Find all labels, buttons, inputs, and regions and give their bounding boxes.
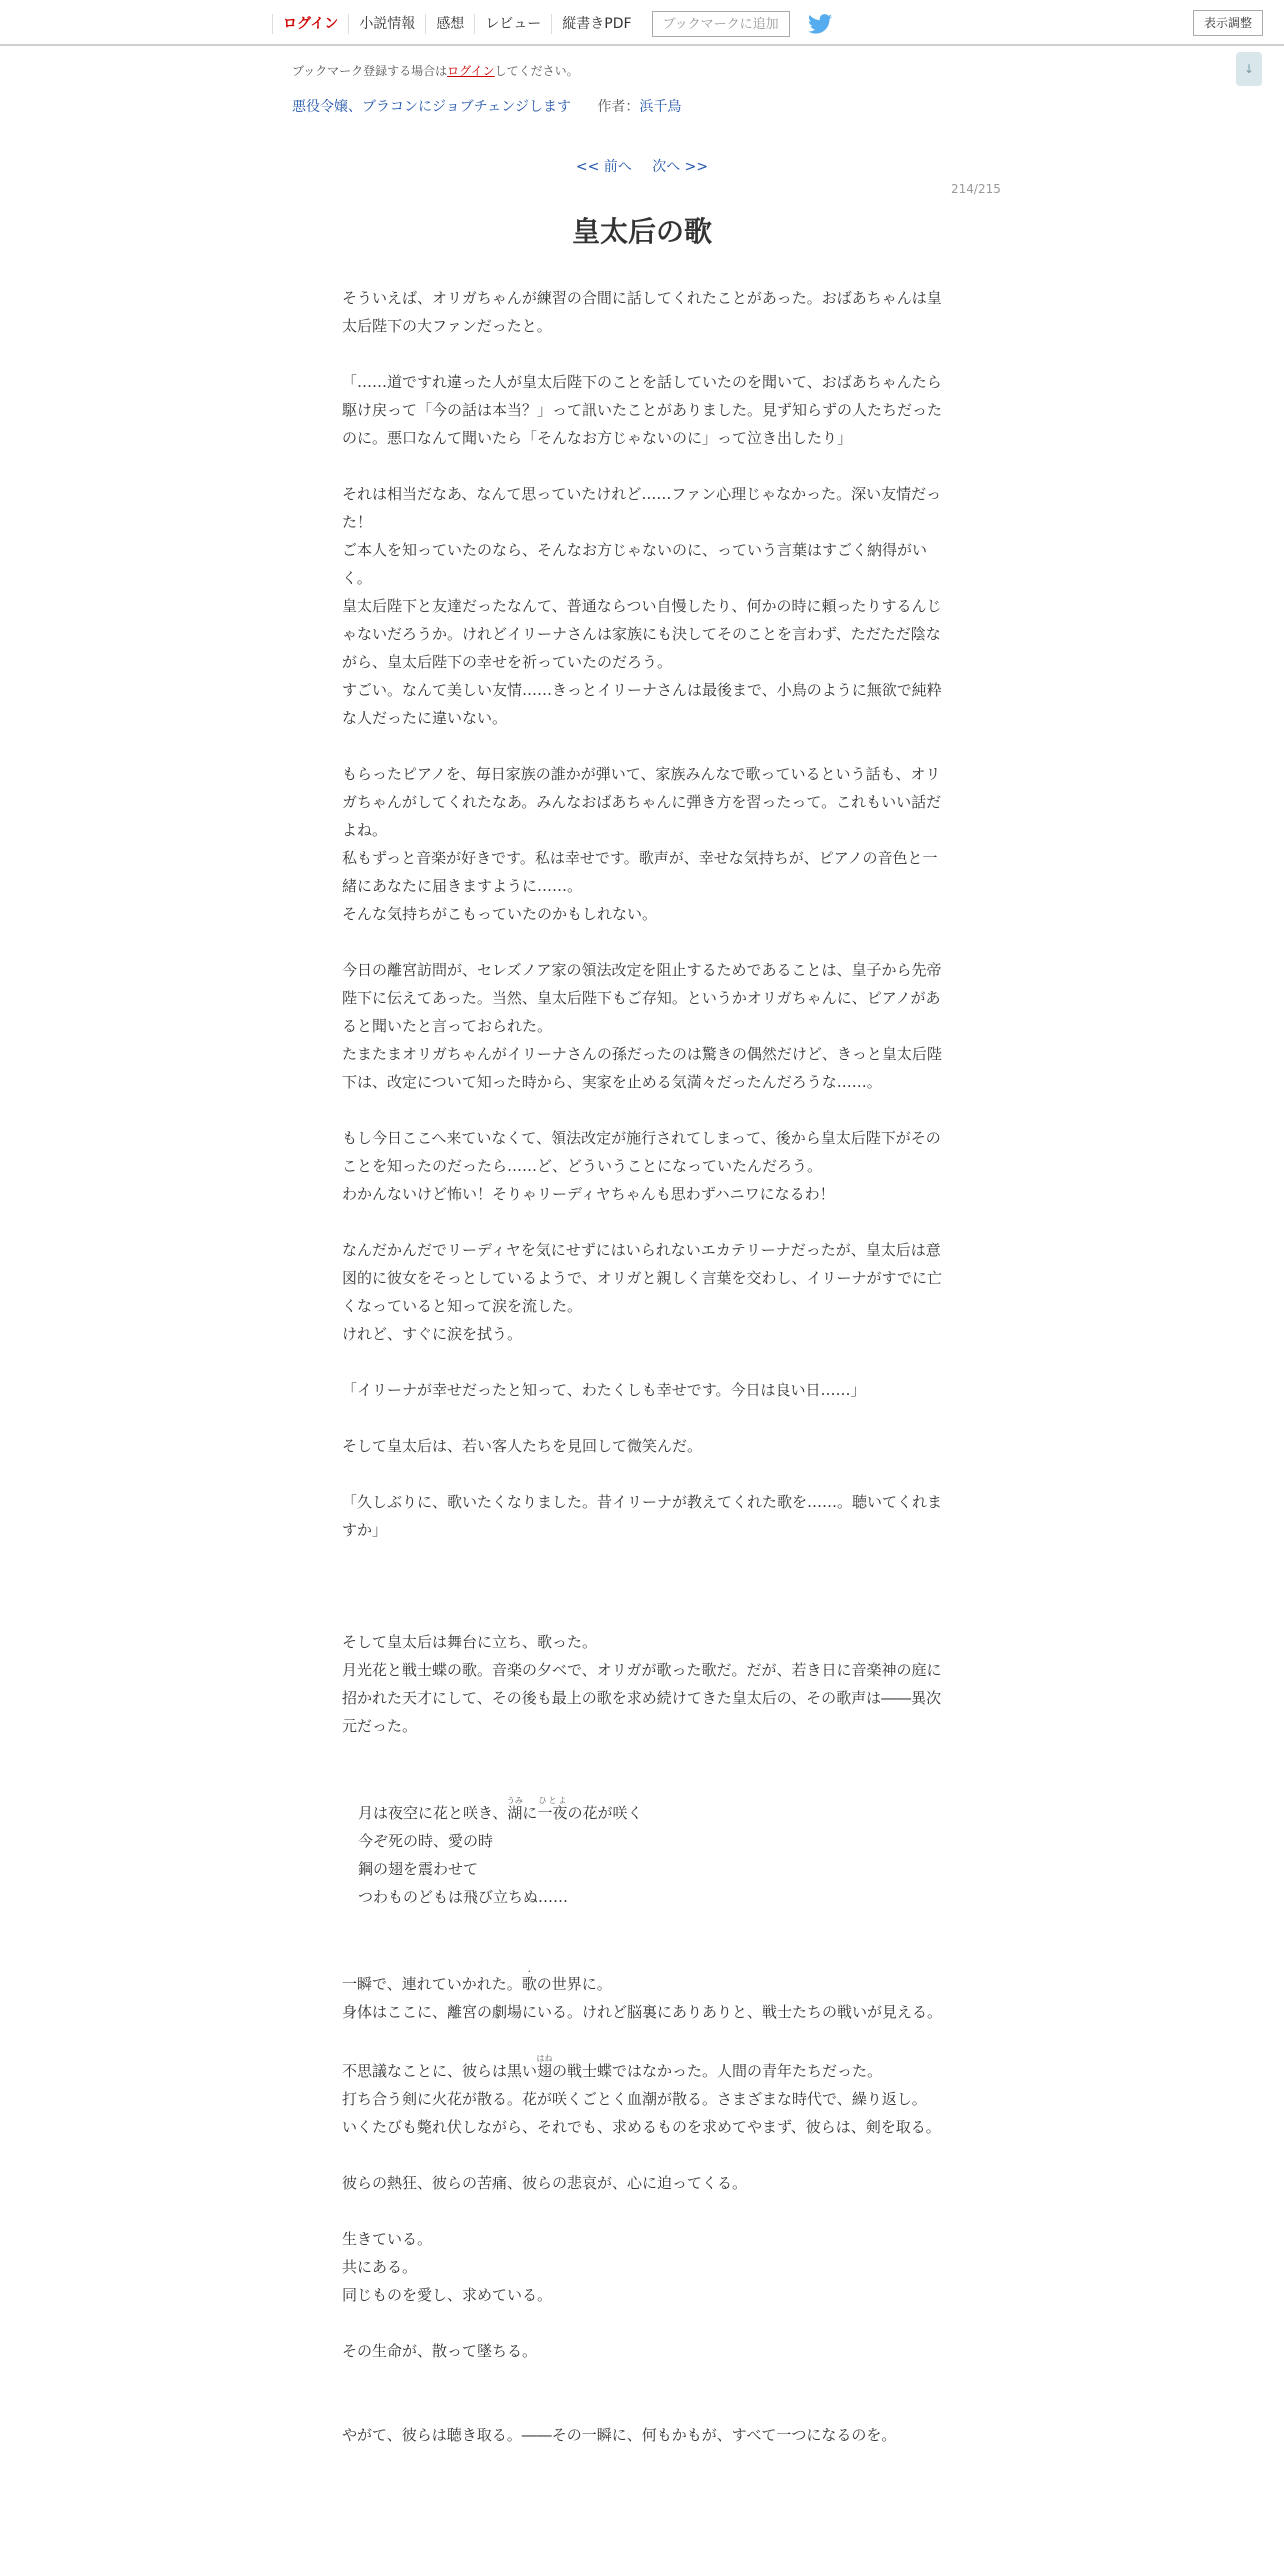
poem	[342, 1796, 942, 1911]
poem-line: 今ぞ死の時、愛の時	[358, 1832, 494, 1850]
bookmark-notice	[292, 62, 579, 79]
paragraph: そして皇太后は舞台に立ち、歌った。	[342, 1633, 598, 1651]
bookmark-notice-login-link[interactable]: ログイン	[447, 64, 495, 78]
paragraph: 今日の離宮訪問が、セレズノア家の領法改定を阻止するためであることは、皇子から先帝陛下に伝えてあった。当然、皇太后陛下もご存知。というかオリガちゃんに、ピアノがあると聞いたと言っておられた。	[342, 961, 942, 1035]
paragraph: そういえば、オリガちゃんが練習の合間に話してくれたことがあった。おばあちゃんは皇太后陛下の大ファンだったと。	[342, 289, 942, 335]
paragraph: なんだかんだでリーディヤを気にせずにはいられないエカテリーナだったが、皇太后は意図的に彼女をそっとしているようで、オリガと親しく言葉を交わし、イリーナがすでに亡くなっていると知って涙を流した。	[342, 1241, 943, 1315]
paragraph: その生命が、散って墜ちる。	[342, 2342, 538, 2360]
series-info	[292, 96, 681, 116]
paragraph: 生きている。	[342, 2230, 433, 2248]
paragraph: けれど、すぐに涙を拭う。	[342, 1325, 523, 1343]
poem-line: 鋼の翅を震わせて	[358, 1860, 479, 1878]
paragraph: 私もずっと音楽が好きです。私は幸せです。歌声が、幸せな気持ちが、ピアノの音色と一緒にあなたに届きますように……。	[342, 849, 938, 895]
poem-line: 月は夜空に花と咲き、湖うみに一夜ひとよの花が咲く	[358, 1796, 643, 1822]
nav-login[interactable]: ログイン	[272, 14, 348, 34]
next-link[interactable]: 次へ >>	[652, 159, 709, 175]
author-label: 作者：	[597, 99, 640, 115]
display-settings-button[interactable]: 表示調整	[1193, 10, 1263, 36]
paragraph: それは相当だなあ、なんて思っていたけれど……ファン心理じゃなかった。深い友情だった！	[342, 485, 942, 531]
paragraph: いくたびも斃れ伏しながら、それでも、求めるものを求めてやまず、彼らは、剣を取る。	[342, 2118, 941, 2136]
paragraph: 身体はここに、離宮の劇場にいる。けれど脳裏にありありと、戦士たちの戦いが見える。	[342, 2003, 943, 2021]
poem-line: つわものどもは飛び立ちぬ……	[358, 1888, 569, 1906]
paragraph: 彼らの熱狂、彼らの苦痛、彼らの悲哀が、心に迫ってくる。	[342, 2174, 748, 2192]
paragraph: そんな気持ちがこもっていたのかもしれない。	[342, 905, 658, 923]
bookmark-notice-suffix: してください。	[494, 64, 579, 78]
chapter-count: 214/215	[951, 182, 1001, 196]
author-link[interactable]: 浜千鳥	[639, 99, 682, 115]
twitter-icon[interactable]	[808, 13, 834, 35]
paragraph: すごい。なんて美しい友情……きっとイリーナさんは最後まで、小鳥のように無欲で純粋な人だったに違いない。	[342, 681, 942, 727]
bookmark-notice-prefix: ブックマーク登録する場合は	[292, 64, 448, 78]
paragraph: やがて、彼らは聴き取る。――その一瞬に、何もかもが、すべて一つになるのを。	[342, 2426, 897, 2444]
top-bar	[0, 0, 1284, 46]
paragraph: 「久しぶりに、歌いたくなりました。昔イリーナが教えてくれた歌を……。聴いてくれますか」	[342, 1493, 943, 1539]
paragraph: 打ち合う剣に火花が散る。花が咲くごとく血潮が散る。さまざまな時代で、繰り返し。	[342, 2090, 927, 2108]
paragraph: わかんないけど怖い！そりゃリーディヤちゃんも思わずハニワになるわ！	[342, 1185, 835, 1203]
paragraph: もらったピアノを、毎日家族の誰かが弾いて、家族みんなで歌っているという話も、オリガちゃんがしてくれたなあ。みんなおばあちゃんに弾き方を習ったって。これもいい話だよね。	[342, 765, 942, 839]
paragraph: 不思議なことに、彼らは黒い翅はねの戦士蝶ではなかった。人間の青年たちだった。	[342, 2054, 883, 2080]
paragraph: ご本人を知っていたのなら、そんなお方じゃないのに、っていう言葉はすごく納得がいく。	[342, 541, 928, 587]
prev-link[interactable]: << 前へ	[575, 159, 632, 175]
paragraph: 月光花と戦士蝶の歌。音楽の夕べで、オリガが歌った歌だ。だが、若き日に音楽神の庭に招かれた天才にして、その後も最上の歌を求め続けてきた皇太后の、その歌声は――異次元だった。	[342, 1661, 942, 1735]
paragraph: 「……道ですれ違った人が皇太后陛下のことを話していたのを聞いて、おばあちゃんたら駆け戻って「今の話は本当？」って訊いたことがありました。見ず知らずの人たちだったのに。悪口なんて聞いたら「そんなお方じゃないのに」って泣き出したり」	[342, 373, 943, 447]
chapter-body	[342, 284, 942, 2449]
nav-impressions[interactable]: 感想	[425, 14, 474, 34]
add-bookmark-button[interactable]: ブックマークに追加	[652, 11, 790, 37]
chapter-title: 皇太后の歌	[571, 215, 712, 248]
series-title-link[interactable]: 悪役令嬢、ブラコンにジョブチェンジします	[292, 99, 571, 115]
paragraph: 皇太后陛下と友達だったなんて、普通ならつい自慢したり、何かの時に頼ったりするんじゃないだろうか。けれどイリーナさんは家族にも決してそのことを言わず、ただただ陰ながら、皇太后陛下の幸せを祈っていたのだろう。	[342, 597, 942, 671]
scroll-down-button[interactable]: ↓	[1236, 52, 1262, 86]
nav-menu	[272, 9, 834, 39]
paragraph: 「イリーナが幸せだったと知って、わたくしも幸せです。今日は良い日……」	[342, 1381, 866, 1399]
pager	[0, 156, 1284, 176]
paragraph: 同じものを愛し、求めている。	[342, 2286, 553, 2304]
nav-novel-info[interactable]: 小説情報	[348, 14, 425, 34]
paragraph: 一瞬で、連れていかれた。歌・の世界に。	[342, 1967, 612, 1993]
paragraph: そして皇太后は、若い客人たちを見回して微笑んだ。	[342, 1437, 703, 1455]
nav-review[interactable]: レビュー	[474, 14, 551, 34]
paragraph: たまたまオリガちゃんがイリーナさんの孫だったのは驚きの偶然だけど、きっと皇太后陛下は、改定について知った時から、実家を止める気満々だったんだろうな……。	[342, 1045, 942, 1091]
paragraph: 共にある。	[342, 2258, 418, 2276]
nav-vertical-pdf[interactable]: 縦書きPDF	[551, 14, 641, 34]
paragraph: もし今日ここへ来ていなくて、領法改定が施行されてしまって、後から皇太后陛下がそのことを知ったのだったら……ど、どういうことになっていたんだろう。	[342, 1129, 941, 1175]
